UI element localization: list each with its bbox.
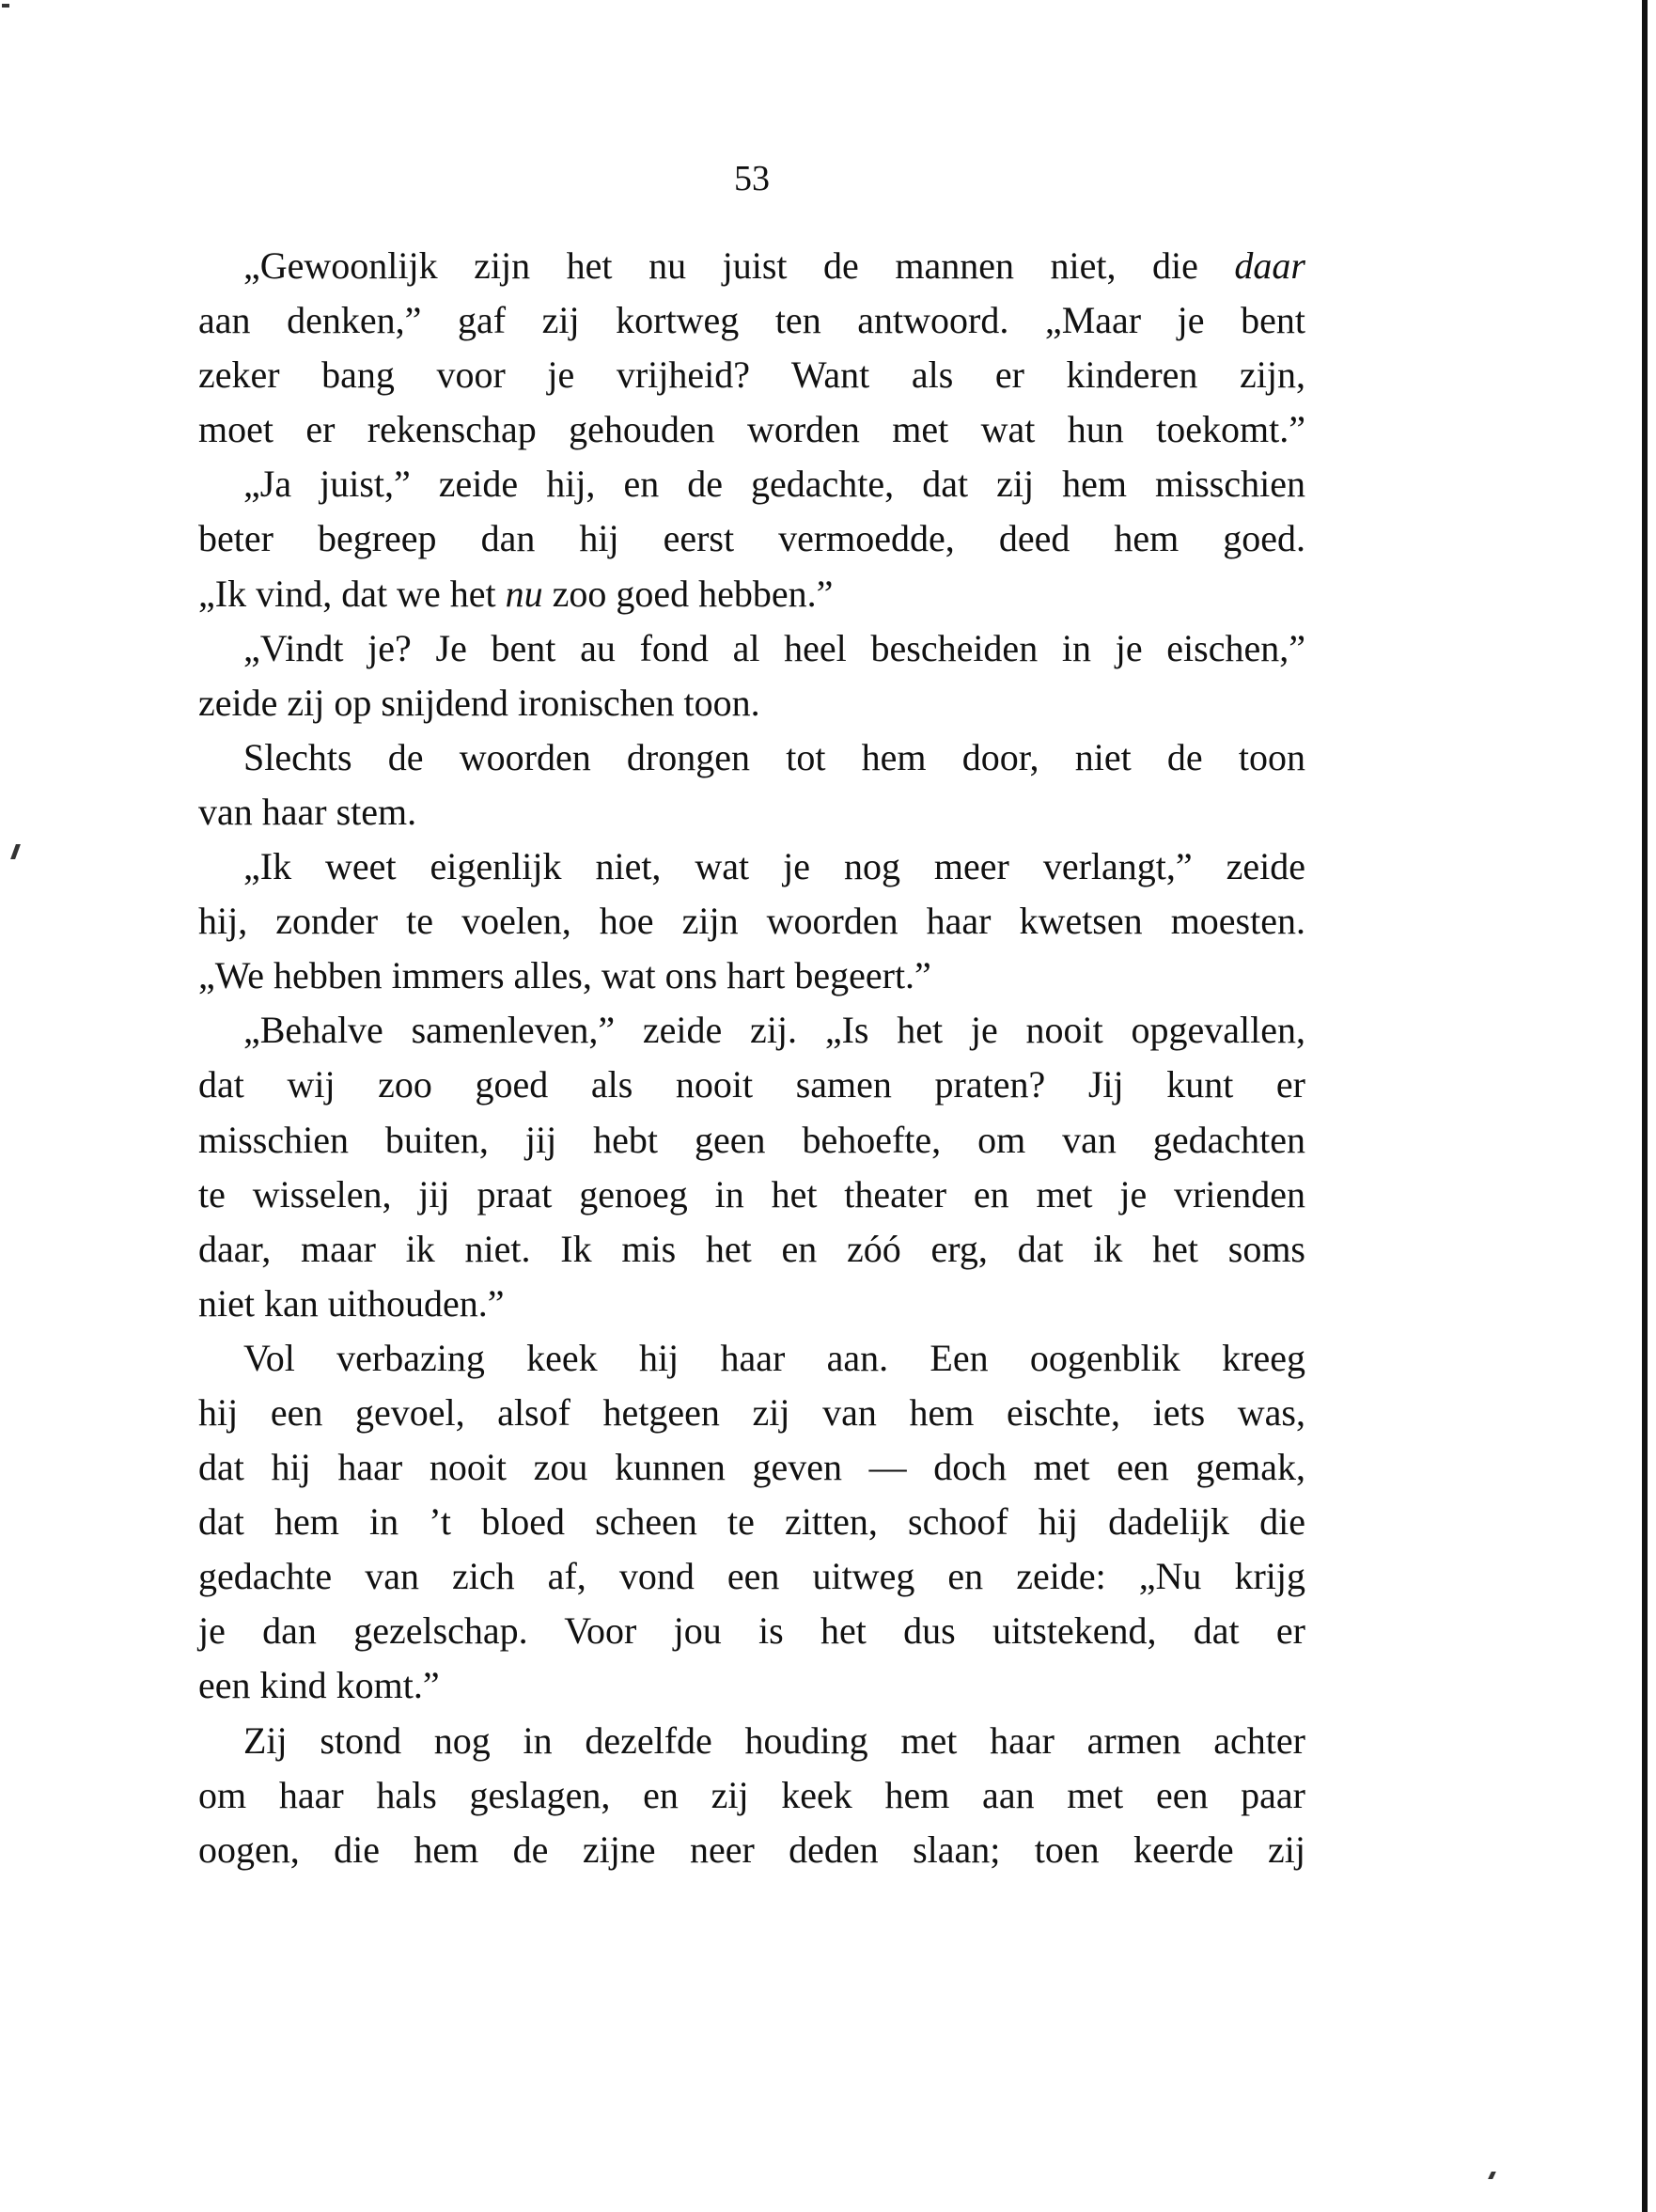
text-line	[198, 894, 1305, 949]
text-line	[198, 730, 1305, 785]
text-run: zeide zij op snijdend ironischen toon.	[198, 681, 760, 724]
text-line	[198, 839, 1305, 894]
text-run: een kind komt.”	[198, 1664, 440, 1707]
text-line	[198, 1823, 1305, 1877]
scan-speck	[2, 4, 9, 8]
text-line	[198, 1714, 1305, 1768]
paragraph	[198, 457, 1305, 620]
text-run: aan denken,” gaf zij kortweg ten antwoord. „Maar je bent	[198, 299, 1305, 342]
text-run: Slechts de woorden drongen tot hem door, niet de toon	[243, 735, 1305, 778]
text-run: „Ja juist,” zeide hij, en de gedachte, dat zij hem misschien	[243, 463, 1305, 506]
text-line	[198, 1768, 1305, 1823]
scan-speck	[1488, 2172, 1496, 2179]
text-run: misschien buiten, jij hebt geen behoefte, om van gedachten	[198, 1118, 1305, 1161]
text-line	[198, 1440, 1305, 1495]
page-number: 53	[734, 159, 770, 198]
text-run: dat wij zoo goed als nooit samen praten? Jij kunt er	[198, 1063, 1305, 1106]
text-run: zeker bang voor je vrijheid? Want als er kinderen zijn,	[198, 353, 1305, 397]
text-line	[198, 1222, 1305, 1277]
text-line	[198, 1549, 1305, 1604]
scan-speck	[10, 844, 21, 859]
text-run: gedachte van zich af, vond een uitweg en zeide: „Nu krijg	[198, 1555, 1305, 1598]
text-line	[198, 676, 1305, 730]
text-run: zoo goed hebben.”	[542, 572, 834, 615]
italic-text: daar	[1234, 244, 1305, 287]
paragraph	[198, 1714, 1305, 1877]
text-run: oogen, die hem de zijne neer deden slaan; toen keerde zij	[198, 1828, 1305, 1871]
text-line	[198, 239, 1305, 293]
text-run: dat hij haar nooit zou kunnen geven — doch met een gemak,	[198, 1446, 1305, 1489]
text-line	[198, 1386, 1305, 1440]
text-run: „Vindt je? Je bent au fond al heel bescheiden in je eischen,”	[243, 626, 1305, 669]
text-run: hij een gevoel, alsof hetgeen zij van hem eischte, iets was,	[198, 1390, 1305, 1434]
text-run: Zij stond nog in dezelfde houding met haar armen achter	[243, 1718, 1305, 1762]
text-run: „Gewoonlijk zijn het nu juist de mannen niet, die	[243, 244, 1235, 287]
italic-text: nu	[505, 572, 543, 615]
text-run: „Ik vind, dat we het	[198, 572, 506, 615]
text-line	[198, 785, 1305, 839]
text-line	[198, 567, 1305, 621]
text-line	[198, 1113, 1305, 1168]
text-run: niet kan uithouden.”	[198, 1281, 505, 1325]
paragraph	[198, 1331, 1305, 1714]
text-run: beter begreep dan hij eerst vermoedde, deed hem goed.	[198, 517, 1305, 560]
text-line	[198, 457, 1305, 511]
text-line	[198, 1604, 1305, 1658]
body-text	[198, 239, 1305, 1877]
text-run: te wisselen, jij praat genoeg in het theater en met je vrienden	[198, 1172, 1305, 1216]
paragraph	[198, 730, 1305, 839]
text-line	[198, 1277, 1305, 1331]
paragraph	[198, 1003, 1305, 1331]
text-line	[198, 1495, 1305, 1549]
text-run: „Ik weet eigenlijk niet, wat je nog meer verlangt,” zeide	[243, 845, 1305, 888]
text-line	[198, 293, 1305, 348]
page-edge-border	[1642, 0, 1648, 2212]
text-line	[198, 402, 1305, 457]
text-run: „We hebben immers alles, wat ons hart begeert.”	[198, 954, 931, 997]
text-run: om haar hals geslagen, en zij keek hem aan met een paar	[198, 1773, 1305, 1816]
text-line	[198, 621, 1305, 676]
text-run: dat hem in ’t bloed scheen te zitten, schoof hij dadelijk die	[198, 1500, 1305, 1544]
text-line	[198, 1331, 1305, 1386]
paragraph	[198, 621, 1305, 730]
text-line	[198, 348, 1305, 402]
text-run: van haar stem.	[198, 790, 417, 833]
text-run: hij, zonder te voelen, hoe zijn woorden haar kwetsen moesten.	[198, 900, 1305, 943]
paragraph	[198, 839, 1305, 1003]
text-line	[198, 1058, 1305, 1112]
text-run: „Behalve samenleven,” zeide zij. „Is het je nooit opgevallen,	[243, 1009, 1305, 1052]
paragraph	[198, 239, 1305, 457]
text-line	[198, 949, 1305, 1003]
text-line	[198, 511, 1305, 566]
text-run: Vol verbazing keek hij haar aan. Een oogenblik kreeg	[243, 1336, 1305, 1379]
text-line	[198, 1003, 1305, 1058]
text-run: je dan gezelschap. Voor jou is het dus uitstekend, dat er	[198, 1609, 1305, 1653]
text-line	[198, 1168, 1305, 1222]
text-line	[198, 1658, 1305, 1713]
text-run: daar, maar ik niet. Ik mis het en zóó erg, dat ik het soms	[198, 1227, 1305, 1270]
text-run: moet er rekenschap gehouden worden met wat hun toekomt.”	[198, 408, 1305, 451]
